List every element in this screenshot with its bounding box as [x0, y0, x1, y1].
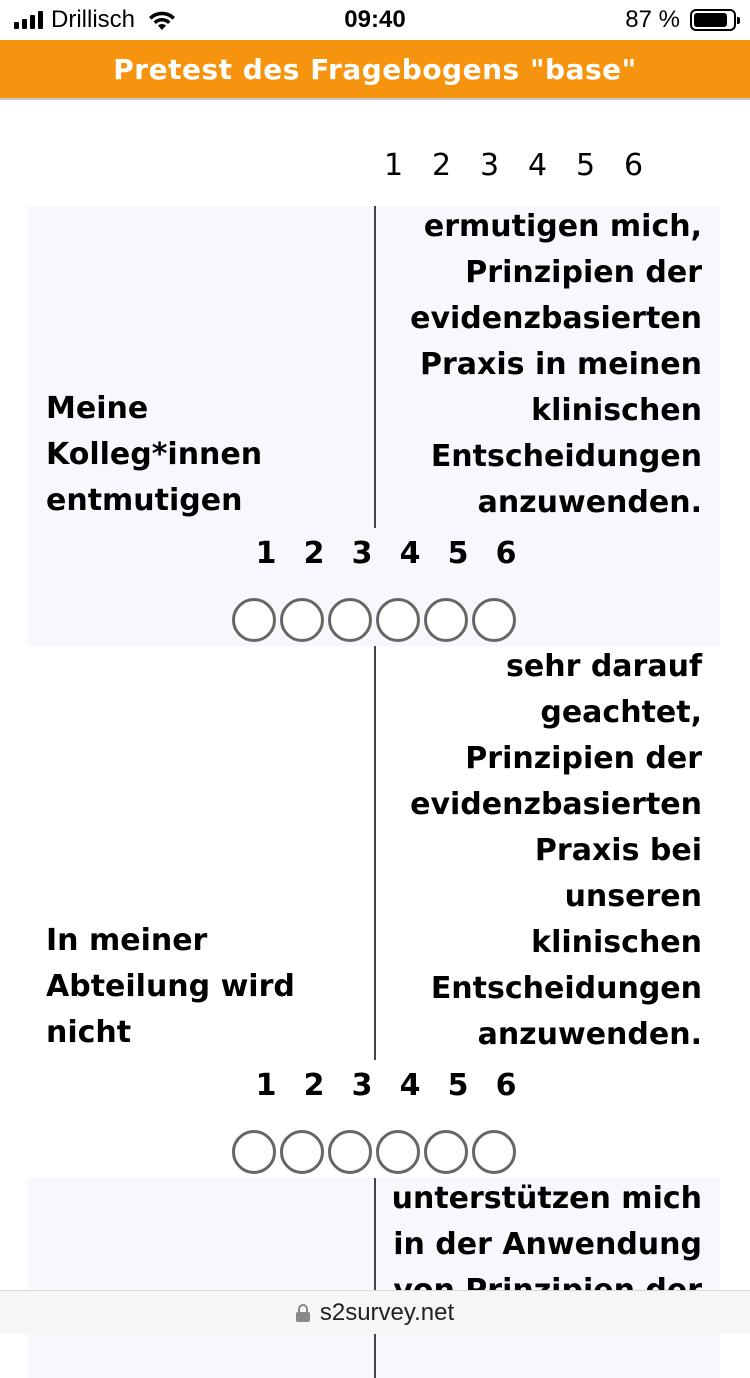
right-label-line: unseren	[564, 879, 702, 914]
right-label-line: unterstützen mich	[391, 1181, 702, 1216]
question-item	[28, 1178, 720, 1378]
right-label-line: klinischen	[531, 393, 702, 428]
browser-url-bar[interactable]	[0, 1290, 750, 1334]
status-time: 09:40	[344, 6, 406, 33]
left-label-line: entmutigen	[46, 483, 243, 518]
scale-number: 2	[303, 536, 325, 571]
right-label-line: geachtet,	[540, 695, 702, 730]
right-label-line: in der Anwendung	[393, 1227, 702, 1262]
left-label-line: In meiner	[46, 923, 208, 958]
right-label-line: Prinzipien der	[465, 255, 702, 290]
scale-number: 3	[351, 1068, 373, 1103]
scale-number: 1	[255, 536, 277, 571]
radio-option-6[interactable]	[472, 598, 516, 642]
radio-group	[232, 598, 520, 642]
carrier-name: Drillisch	[51, 6, 135, 33]
left-pole-label	[46, 918, 366, 1056]
right-label-line: Entscheidungen	[430, 971, 702, 1006]
left-pole-label	[46, 386, 366, 524]
right-label-line: Prinzipien der	[465, 741, 702, 776]
radio-option-1[interactable]	[232, 598, 276, 642]
question-item	[28, 206, 720, 646]
right-label-line: evidenzbasierten	[410, 301, 702, 336]
battery-icon	[690, 9, 736, 31]
scale-label-1: 1	[384, 148, 404, 183]
left-label-line: Meine	[46, 391, 149, 426]
scale-number: 4	[399, 1068, 421, 1103]
radio-option-1[interactable]	[232, 1130, 276, 1174]
radio-option-6[interactable]	[472, 1130, 516, 1174]
left-label-line: Abteilung wird	[46, 969, 295, 1004]
item-divider	[374, 646, 376, 1060]
scale-number: 2	[303, 1068, 325, 1103]
scale-number: 4	[399, 536, 421, 571]
item-scale-labels	[242, 1068, 530, 1103]
right-label-line: anzuwenden.	[477, 485, 702, 520]
scale-number: 5	[447, 1068, 469, 1103]
scale-header	[384, 148, 672, 183]
right-pole-label	[392, 644, 702, 1058]
radio-option-5[interactable]	[424, 1130, 468, 1174]
item-divider	[374, 206, 376, 528]
item-scale-labels	[242, 536, 530, 571]
scale-number: 1	[255, 1068, 277, 1103]
right-label-line: Praxis in meinen	[420, 347, 702, 382]
radio-option-3[interactable]	[328, 1130, 372, 1174]
scale-number: 3	[351, 536, 373, 571]
right-label-line: sehr darauf	[506, 649, 702, 684]
survey-header	[0, 40, 750, 100]
right-label-line: ermutigen mich,	[423, 209, 702, 244]
radio-option-4[interactable]	[376, 598, 420, 642]
right-label-line: Praxis bei	[534, 833, 702, 868]
right-label-line: anzuwenden.	[477, 1017, 702, 1052]
right-label-line: klinischen	[531, 925, 702, 960]
scale-number: 5	[447, 536, 469, 571]
right-label-line: evidenzbasierten	[410, 787, 702, 822]
status-right	[625, 6, 736, 34]
radio-option-2[interactable]	[280, 1130, 324, 1174]
left-label-line: Kolleg*innen	[46, 437, 263, 472]
status-bar	[0, 0, 750, 40]
battery-percent: 87 %	[625, 6, 680, 33]
right-label-line: Entscheidungen	[430, 439, 702, 474]
scale-label-3: 3	[480, 148, 500, 183]
radio-option-5[interactable]	[424, 598, 468, 642]
right-pole-label	[392, 204, 702, 526]
survey-content[interactable]	[0, 100, 750, 1290]
scale-number: 6	[495, 1068, 517, 1103]
radio-option-3[interactable]	[328, 598, 372, 642]
survey-title: Pretest des Fragebogens "base"	[113, 52, 637, 86]
scale-label-4: 4	[528, 148, 548, 183]
left-label-line: nicht	[46, 1015, 132, 1050]
scale-number: 6	[495, 536, 517, 571]
url-text[interactable]: s2survey.net	[319, 1298, 455, 1326]
radio-option-2[interactable]	[280, 598, 324, 642]
radio-group	[232, 1130, 520, 1174]
scale-label-6: 6	[624, 148, 644, 183]
scale-label-5: 5	[576, 148, 596, 183]
lock-icon	[296, 1304, 310, 1322]
question-item	[28, 646, 720, 1178]
scale-label-2: 2	[432, 148, 452, 183]
radio-option-4[interactable]	[376, 1130, 420, 1174]
